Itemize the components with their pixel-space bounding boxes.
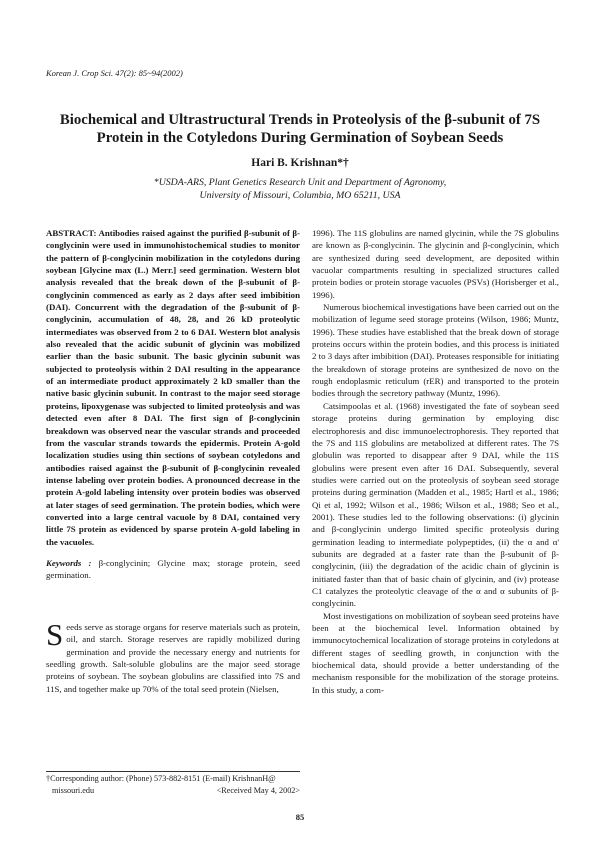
introduction-text: eeds serve as storage organs for reserve materials such as protein, oil, and starch. Storage reserves are rapidly mobilized during germination and provide the necessary energy and nutrients for seedling growth. Salt-soluble globulins are the major seed storage proteins of soybean. The soybean globulins are classified into 7S and 11S, and together make up 70% of the total seed protein (Nielsen, xyxy=(46,622,300,694)
keywords-text: β-conglycinin; Glycine max; storage protein, seed germination. xyxy=(46,557,300,581)
abstract-label: ABSTRACT: xyxy=(46,228,97,238)
abstract xyxy=(46,227,300,548)
left-column xyxy=(46,227,300,582)
right-column xyxy=(312,227,559,696)
affiliation-line: University of Missouri, Columbia, MO 65211, USA xyxy=(199,190,401,201)
footnote xyxy=(46,773,300,796)
keywords-label: Keywords : xyxy=(46,557,92,568)
footnote-email-domain: missouri.edu xyxy=(52,785,95,795)
author-name: Hari B. Krishnan*† xyxy=(251,157,349,169)
body-paragraph: 1996). The 11S globulins are named glycinin, while the 7S globulins are known as β-conglycinin. The glycinin and β-conglycinin, which are synthesized during seed development, are deposited within vacuolar compartments resulting in specialized structures called protein bodies or protein storage vacuoles (PSVs) (Horisberger et al., 1996). xyxy=(312,228,559,300)
body-paragraph: Most investigations on mobilization of soybean seed proteins have been at the biochemical level. Information obtained by immunocytochemical localization of storage proteins in cotyledons at different stages of seedling growth, in conjunction with the biochemical data, should provide a better understanding of the mechanism responsible for the mobilization of the storage proteins. In this study, a com- xyxy=(312,610,559,695)
body-paragraph: Numerous biochemical investigations have been carried out on the mobilization of legume seed storage proteins (Wilson, 1986; Muntz, 1996). These studies have established that the break down of storage proteins occurs within the protein bodies, and this process is initiated 2 to 3 days after imbibition (DAI). Proteases responsible for initiating the breakdown of storage proteins are synthesized de novo on the rough endoplasmic reticulum (rER) and transported to the protein bodies through the secretory pathway (Muntz, 1996). xyxy=(312,302,559,399)
abstract-text: Antibodies raised against the purified β-subunit of β-conglycinin were used in immunohistochemical studies to monitor the pattern of β-conglycinin mobilization in the cotyledons during soybean [Glycine max (L.) Merr.] seed germination. Western blot analysis revealed that the break down of the β-subunit of β-conglycinin commenced as early as 2 days after seed imbibition (DAI). Concurrent with the degradation of the β-subunit of β-conglycinin, accumulation of 48, 28, and 26 kD proteolytic intermediates was observed from 2 to 6 DAI. Western blot analysis also revealed that the acidic subunit of glycinin was mobilized earlier than the basic subunit. The basic glycinin subunit was subjected to proteolysis within 2 DAI resulting in the appearance of an intermediate product approximately 2 kD smaller than the native basic glycinin subunit. In contrast to the major seed storage proteins, lipoxygenase was subjected to limited proteolysis and was detected even after 8 DAI. The first sign of β-conglycinin breakdown was observed near the vascular strands and proceeded from the vascular strands towards the epidermis. Protein A-gold localization studies using thin sections of soybean cotyledons and antibodies raised against the β-subunit of β-conglycinin revealed intense labeling over protein bodies. A pronounced decrease in the protein A-gold labeling intensity over protein bodies was observed at later stages of seed germination. The protein bodies, which were converted into a large central vacuole by 8 DAI, contained very little 7S protein as evidenced by sparse protein A-gold labeling in the vacuoles. xyxy=(46,228,300,547)
paper-title: Biochemical and Ultrastructural Trends in Proteolysis of the β-subunit of 7S Protein in the Cotyledons During Germination of Soybean Seeds xyxy=(59,112,541,146)
author-affiliation xyxy=(0,176,600,202)
affiliation-line: *USDA-ARS, Plant Genetics Research Unit and Department of Agronomy, xyxy=(153,177,447,188)
drop-cap: S xyxy=(46,617,64,652)
footnote-divider xyxy=(46,771,300,772)
received-date: <Received May 4, 2002> xyxy=(216,785,300,795)
journal-reference: Korean J. Crop Sci. 47(2): 85~94(2002) xyxy=(46,68,183,78)
footnote-contact: †Corresponding author: (Phone) 573-882-8151 (E-mail) KrishnanH@ xyxy=(46,774,276,783)
introduction xyxy=(46,617,300,695)
page-number: 85 xyxy=(295,812,305,822)
body-paragraph: Catsimpoolas et al. (1968) investigated the fate of soybean seed storage proteins during germination by employing disc electrophoresis and disc immunoelectrophoresis. They reported that the 7S and 11S globulins are metabolized at different rates. The 7S globulin was reported to disappear after 9 DAI, while the 11S globulins were present even after 16 DAI. Subsequently, several studies were carried out on the proteolysis of soybean seed storage proteins during germination (Madden et al., 1985; Hartl et al., 1986; Qi et al, 1992; Wilson et al., 1986; Wilson et al., 1988; Seo et al., 2001). These studies led to the following observations: (i) glycinin and β-conglycinin undergo limited specific proteolysis during germination leading to intermediate polypeptides, (ii) the α and α' subunits are degraded at a faster rate than the β-subunit of β-conglycinin, (iii) the degradation of the acidic chain of glycinin is initiated faster than that of basic chain of glycinin, and (iv) protease C1 catalyzes the proteolytic cleavage of the α and α subunits of β-conglycinin. xyxy=(312,400,559,609)
keywords xyxy=(46,557,300,582)
